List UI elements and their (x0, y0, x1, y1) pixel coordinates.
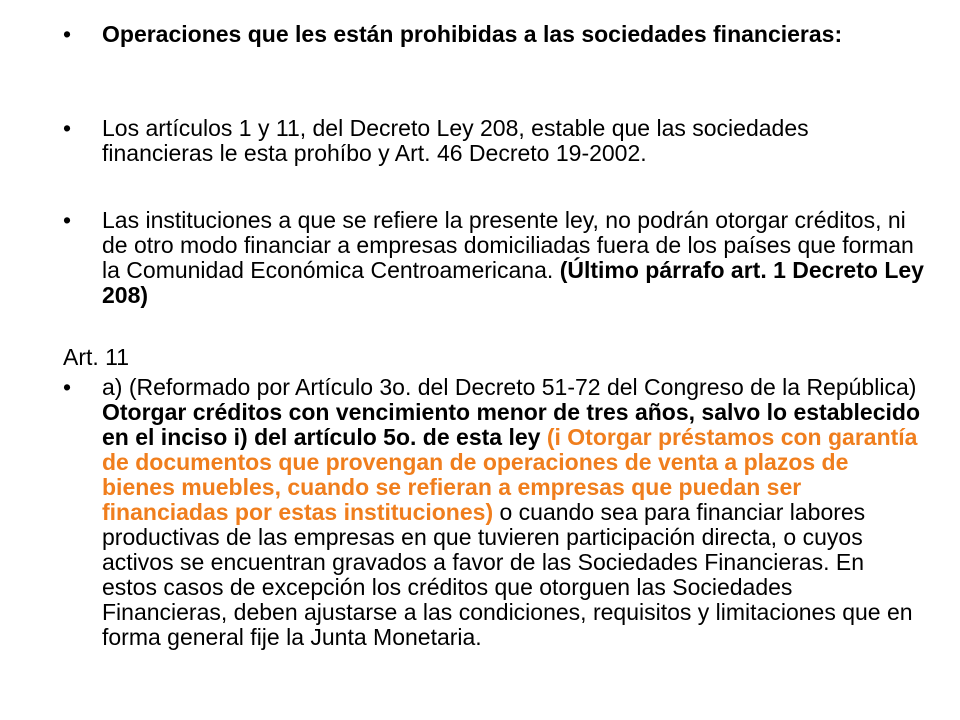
bullet-icon: • (63, 21, 72, 47)
article-heading: Art. 11 (63, 344, 130, 370)
bullet-text: Las instituciones a que se refiere la presente ley, no podrán otorgar créditos, ni de otro modo financiar a empresas domiciliadas fuera de los países que forman la Comunidad Económica Centroamericana. (102, 207, 914, 283)
bullet-icon: • (63, 115, 72, 141)
article-item-text-block (102, 375, 924, 650)
article-rest-text: o cuando sea para financiar labores productivas de las empresas en que tuvieren participación directa, o cuyos activos se encuentran gravados a favor de las Sociedades Financieras. En estos casos de excepción los créditos que otorguen las Sociedades Financieras, deben ajustarse a las condiciones, requisitos y limitaciones que en forma general fije la Junta Monetaria. (102, 499, 913, 650)
article-highlight-text: (i Otorgar préstamos con garantía de documentos que provengan de operaciones de venta a plazos de bienes muebles, cuando se refieran a empresas que puedan ser financiadas por estas instituciones) (102, 424, 918, 525)
article-intro-text: a) (Reformado por Artículo 3o. del Decreto 51-72 del Congreso de la República) (102, 374, 917, 400)
bullet-icon: • (63, 374, 72, 400)
bullet-icon: • (63, 207, 72, 233)
bullet-heading-text: Operaciones que les están prohibidas a las sociedades financieras: (102, 21, 843, 47)
bullet-reference-text: (Último párrafo art. 1 Decreto Ley 208) (102, 257, 924, 308)
bullet-text: Los artículos 1 y 11, del Decreto Ley 208, estable que las sociedades financieras le esta prohíbo y Art. 46 Decreto 19-2002. (102, 115, 809, 166)
article-bold-text: Otorgar créditos con vencimiento menor de tres años, salvo lo establecido en el inciso i) del artículo 5o. de esta ley (102, 399, 921, 450)
bullet-text-block (102, 208, 924, 308)
